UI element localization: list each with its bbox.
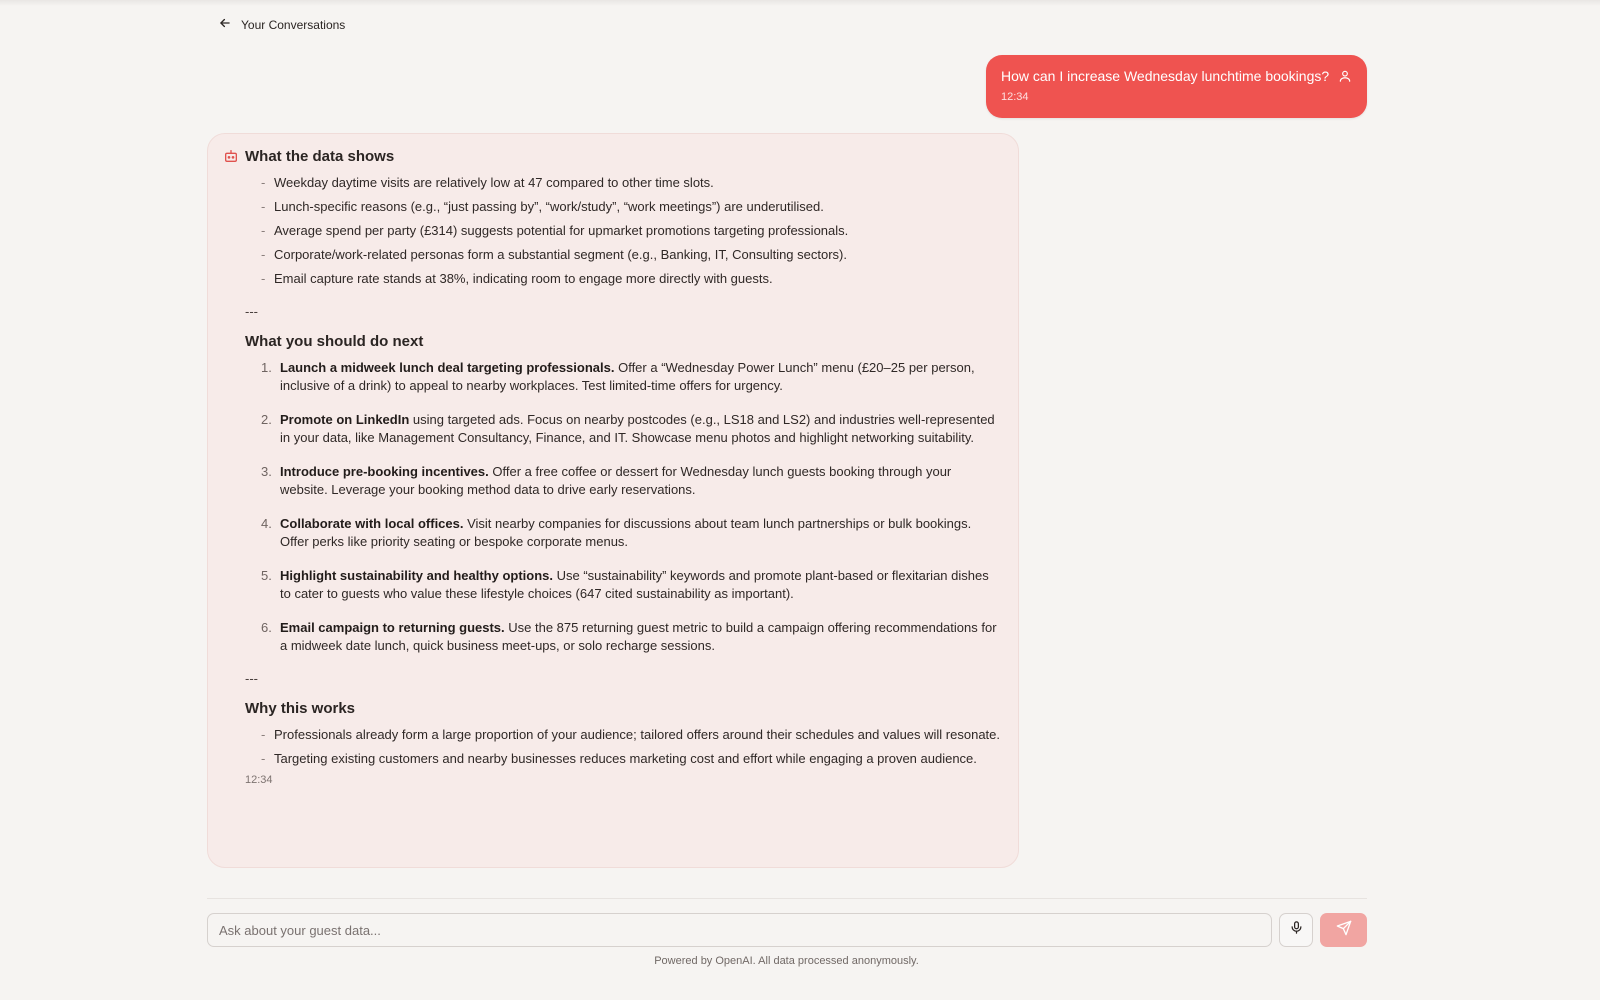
assistant-message-content (245, 148, 1000, 786)
list-item: - Email capture rate stands at 38%, indicating room to engage more directly with guests. (261, 270, 1000, 289)
composer-divider (207, 898, 1367, 899)
item-title: Email campaign to returning guests. (280, 619, 505, 635)
list-item: - Targeting existing customers and nearby businesses reduces marketing cost and effort while engaging a proven audience. (261, 750, 1000, 769)
separator: --- (245, 670, 258, 686)
assistant-message-time: 12:34 (245, 774, 273, 786)
reasons-list (245, 726, 1000, 769)
list-number: 6. (261, 619, 272, 635)
list-number: 1. (261, 359, 272, 375)
item-text: using targeted ads. Focus on nearby postcodes (e.g., LS18 and LS2) and industries well-represented in your data, like Management Consultancy, Finance, and IT. Showcase menu photos and highlight networking suitability. (280, 411, 995, 445)
item-title: Introduce pre-booking incentives. (280, 463, 489, 479)
item-text: Visit nearby companies for discussions about team lunch partnerships or bulk bookings. Offer perks like priority seating or bespoke corporate menus. (280, 515, 972, 549)
send-button[interactable] (1320, 913, 1367, 947)
chat-input[interactable] (207, 913, 1272, 947)
list-item (261, 411, 1000, 448)
list-number: 4. (261, 515, 272, 531)
list-item: - Corporate/work-related personas form a substantial segment (e.g., Banking, IT, Consulting sectors). (261, 246, 1000, 265)
microphone-icon (1289, 920, 1304, 940)
arrow-left-icon (218, 16, 232, 33)
item-title: Launch a midweek lunch deal targeting professionals. (280, 359, 615, 375)
section-heading-data: What the data shows (245, 148, 395, 165)
footer-note: Powered by OpenAI. All data processed anonymously. (654, 955, 919, 967)
back-label: Your Conversations (241, 17, 346, 32)
item-title: Promote on LinkedIn (280, 411, 410, 427)
user-message-bubble (986, 55, 1367, 118)
user-icon (1338, 69, 1352, 83)
list-number: 3. (261, 463, 272, 479)
list-item: - Professionals already form a large proportion of your audience; tailored offers around their schedules and values will resonate. (261, 726, 1000, 745)
item-text: Use “sustainability” keywords and promote plant-based or flexitarian dishes to cater to guests who value these lifestyle choices (647 cited sustainability as important). (280, 567, 989, 601)
list-item (261, 359, 1000, 396)
list-item (261, 463, 1000, 500)
section-heading-next: What you should do next (245, 332, 424, 350)
user-message-text: How can I increase Wednesday lunchtime bookings? (1001, 68, 1330, 84)
data-findings-list (245, 174, 1000, 289)
list-item: - Weekday daytime visits are relatively low at 47 compared to other time slots. (261, 174, 1000, 193)
item-text: Offer a free coffee or dessert for Wednesday lunch guests booking through your website. Leverage your booking method data to drive early reservations. (280, 463, 952, 497)
list-number: 5. (261, 567, 272, 583)
section-heading-why: Why this works (245, 699, 356, 717)
microphone-button[interactable] (1279, 913, 1313, 947)
top-shadow (0, 0, 1600, 6)
user-message-time: 12:34 (1001, 91, 1029, 103)
list-item (261, 515, 1000, 552)
list-item: - Average spend per party (£314) suggests potential for upmarket promotions targeting professionals. (261, 222, 1000, 241)
bot-icon (223, 148, 239, 164)
recommendations-list (245, 359, 1000, 656)
list-item (261, 619, 1000, 656)
back-to-conversations[interactable] (218, 16, 345, 33)
item-title: Highlight sustainability and healthy options. (280, 567, 554, 583)
separator: --- (245, 303, 258, 319)
item-text: Offer a “Wednesday Power Lunch” menu (£20–25 per person, inclusive of a drink) to appeal to nearby workplaces. Test limited-time offers for urgency. (280, 359, 975, 393)
send-icon (1336, 920, 1352, 941)
assistant-message-bubble (207, 133, 1019, 868)
list-item: - Lunch-specific reasons (e.g., “just passing by”, “work/study”, “work meetings”) are underutilised. (261, 198, 1000, 217)
list-number: 2. (261, 411, 272, 427)
list-item (261, 567, 1000, 604)
item-title: Collaborate with local offices. (280, 515, 464, 531)
item-text: Use the 875 returning guest metric to build a campaign offering recommendations for a midweek date lunch, quick business meet-ups, or solo recharge sessions. (280, 619, 997, 653)
